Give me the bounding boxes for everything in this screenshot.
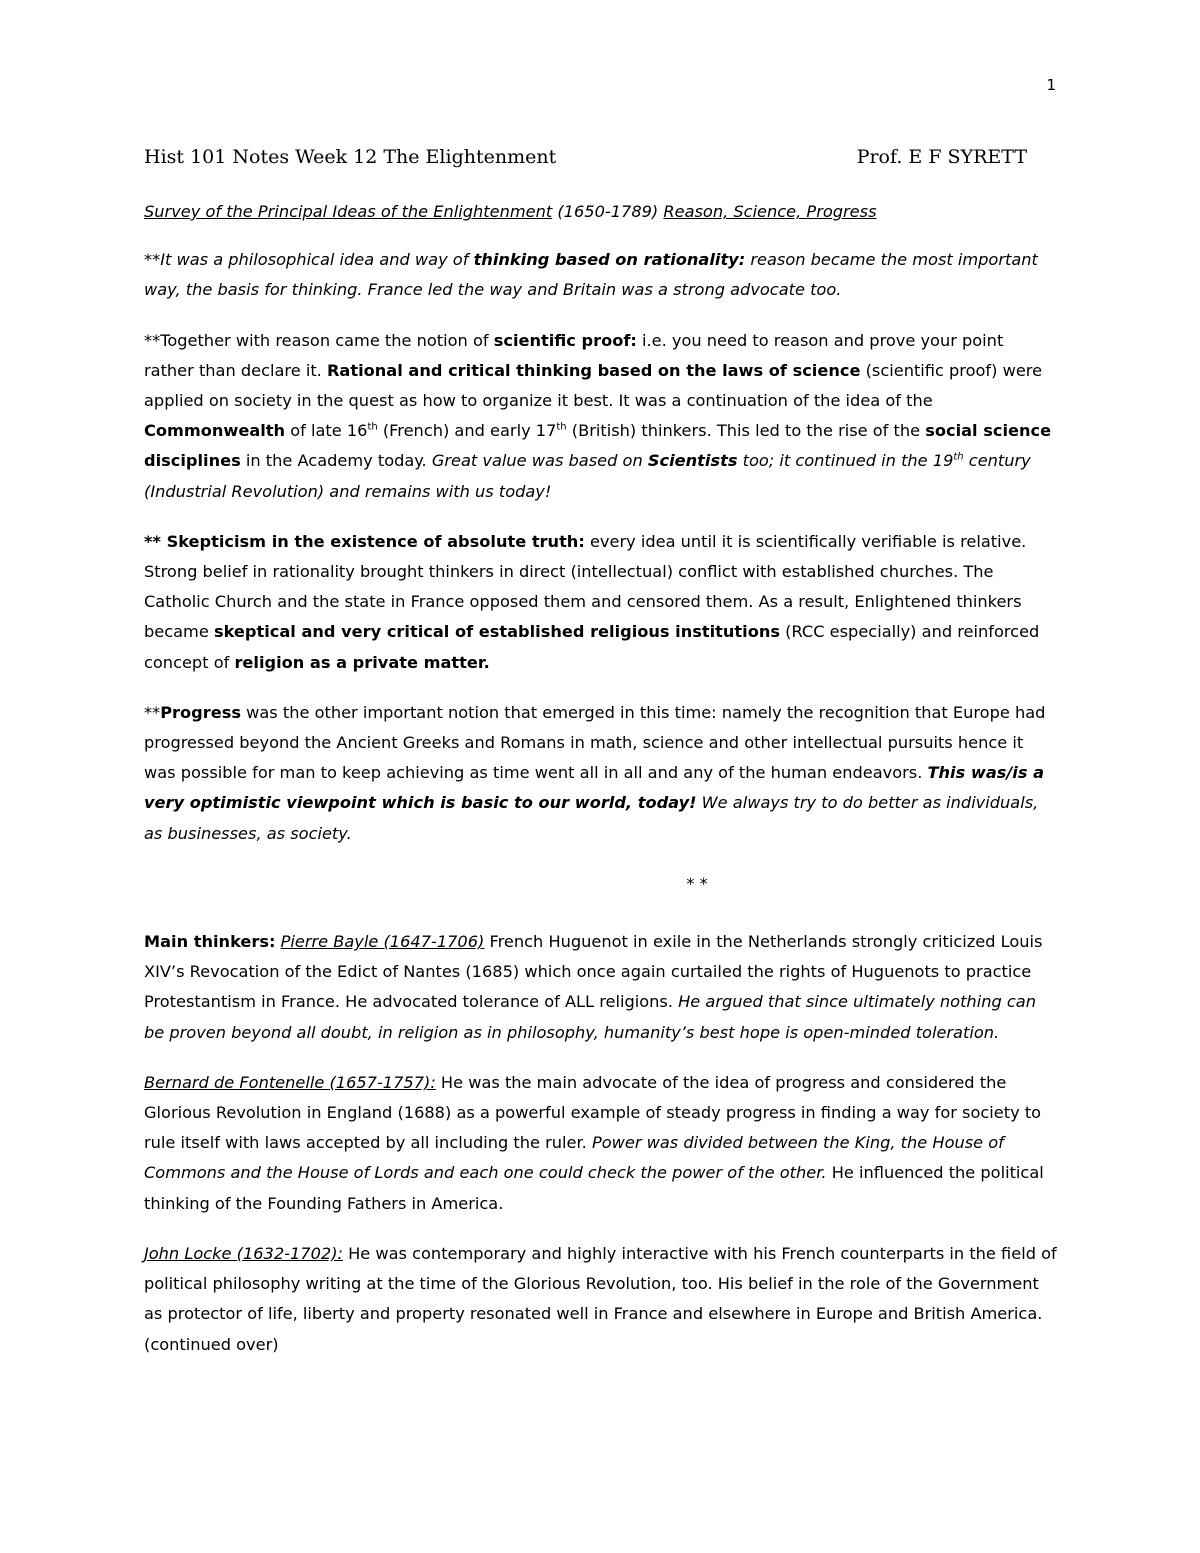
document-title: Hist 101 Notes Week 12 The Elightenment: [144, 146, 557, 168]
superscript: th: [367, 421, 378, 433]
author-name: Prof. E F SYRETT: [856, 146, 1027, 168]
text-run: (scientific proof) were applied on society in the quest as how to organize it best. It was a continuation of the idea of the: [144, 360, 1043, 411]
thinker-name-locke: John Locke (1632-1702):: [144, 1243, 343, 1263]
bold-run: Commonwealth: [144, 421, 286, 441]
superscript: th: [556, 421, 567, 433]
text-run: (RCC especially) and reinforced concept of: [144, 622, 1040, 672]
text-run: reason became the most important way, the basis for thinking. France led the way and Britain was a strong advocate too.: [144, 250, 1038, 300]
text-run: .: [483, 652, 490, 672]
text-run: He was the main advocate of the idea of progress and considered the Glorious Revolution in England (1688) as a powerful example of steady progress in finding a way for society to rule itself with laws accepted by all including the ruler.: [144, 1072, 1042, 1153]
superscript: th: [953, 452, 964, 464]
bold-run: social science disciplines: [144, 421, 1052, 471]
paragraph-locke: [144, 1239, 1058, 1360]
italic-run: We always try to do better as individuals, as businesses, as society.: [144, 793, 1039, 843]
italic-run: Great value was based on: [431, 451, 648, 471]
survey-themes: Reason, Science, Progress: [663, 202, 877, 221]
text-run: He was contemporary and highly interactive with his French counterparts in the field of political philosophy writing at the time of the Glorious Revolution, too. His belief in the role of the Government as protector of life, liberty and property resonated well in France and elsewhere in Europe and British America. (continued over): [144, 1243, 1057, 1354]
bold-italic-run: Scientists: [647, 451, 738, 471]
survey-dates: (1650-1789): [552, 202, 664, 221]
bold-run: skeptical and very critical of established religious institutions: [213, 622, 781, 642]
text-run: was the other important notion that emerged in this time: namely the recognition that Europe had progressed beyond the Ancient Greeks and Romans in math, science and other intellectual pursuits hence it was possible for man to keep achieving as time went all in all and any of the human endeavors.: [144, 702, 1046, 783]
text-run: every idea until it is scientifically verifiable is relative. Strong belief in rationality brought thinkers in direct (intellectual) conflict with established churches. The Catholic Church and the state in France opposed them and censored them. As a result, Enlightened thinkers became: [144, 531, 1027, 642]
paragraph-progress: [144, 698, 1058, 849]
section-separator: * *: [686, 873, 708, 893]
text-run: (British) thinkers. This led to the rise of the: [566, 421, 926, 441]
italic-run: Power was divided between the King, the House of Commons and the House of Lords and each one could check the power of the other.: [144, 1133, 1004, 1183]
thinker-name-fontenelle: Bernard de Fontenelle (1657-1757):: [144, 1072, 436, 1092]
survey-heading: [144, 197, 1058, 227]
bold-run: Rational and critical thinking based on the laws of science: [326, 360, 861, 380]
bold-run: thinking based on rationality:: [473, 250, 746, 270]
bold-run: Progress: [160, 702, 241, 722]
paragraph-scientific-proof: [144, 326, 1058, 507]
bold-italic-run: This was/is a very optimistic viewpoint which is basic to our world, today!: [144, 763, 1045, 813]
text-run: in the Academy today.: [240, 451, 432, 471]
bold-run: ** Skepticism in the existence of absolute truth:: [144, 531, 585, 551]
text-run: (French) and early 17: [377, 421, 557, 441]
text-run: He influenced the political thinking of the Founding Fathers in America.: [144, 1163, 1044, 1213]
paragraph-fontenelle: [144, 1068, 1058, 1219]
paragraph-main-thinkers: [144, 927, 1058, 1048]
paragraph-skepticism: [144, 527, 1058, 678]
text-run: **It was a philosophical idea and way of: [144, 250, 474, 270]
bold-run: religion as a private matter: [234, 652, 484, 672]
thinker-name-bayle: Pierre Bayle (1647-1706): [280, 932, 485, 952]
page-number: 1: [1046, 76, 1056, 94]
italic-run: century (Industrial Revolution) and remains with us today!: [144, 451, 1031, 501]
text-run: i.e. you need to reason and prove your point rather than declare it.: [144, 330, 1004, 380]
text-run: of late 16: [285, 421, 368, 441]
italic-run: He argued that since ultimately nothing can be proven beyond all doubt, in religion as in philosophy, humanity’s best hope is open-minded toleration.: [144, 992, 1036, 1042]
survey-topic: Survey of the Principal Ideas of the Enlightenment: [144, 202, 553, 221]
text-run: French Huguenot in exile in the Netherlands strongly criticized Louis XIV’s Revocation of the Edict of Nantes (1685) which once again curtailed the rights of Huguenots to practice Protestantism in France. He advocated tolerance of ALL religions.: [144, 932, 1043, 1012]
document-header: [144, 146, 1027, 168]
paragraph-rationality: [144, 245, 1058, 305]
bold-run: Main thinkers:: [144, 932, 276, 952]
italic-run: too; it continued in the 19: [737, 451, 954, 471]
text-run: **Together with reason came the notion of: [144, 330, 494, 350]
document-body: [144, 197, 1058, 1380]
text-run: **: [144, 702, 161, 722]
bold-run: scientific proof:: [493, 330, 637, 350]
